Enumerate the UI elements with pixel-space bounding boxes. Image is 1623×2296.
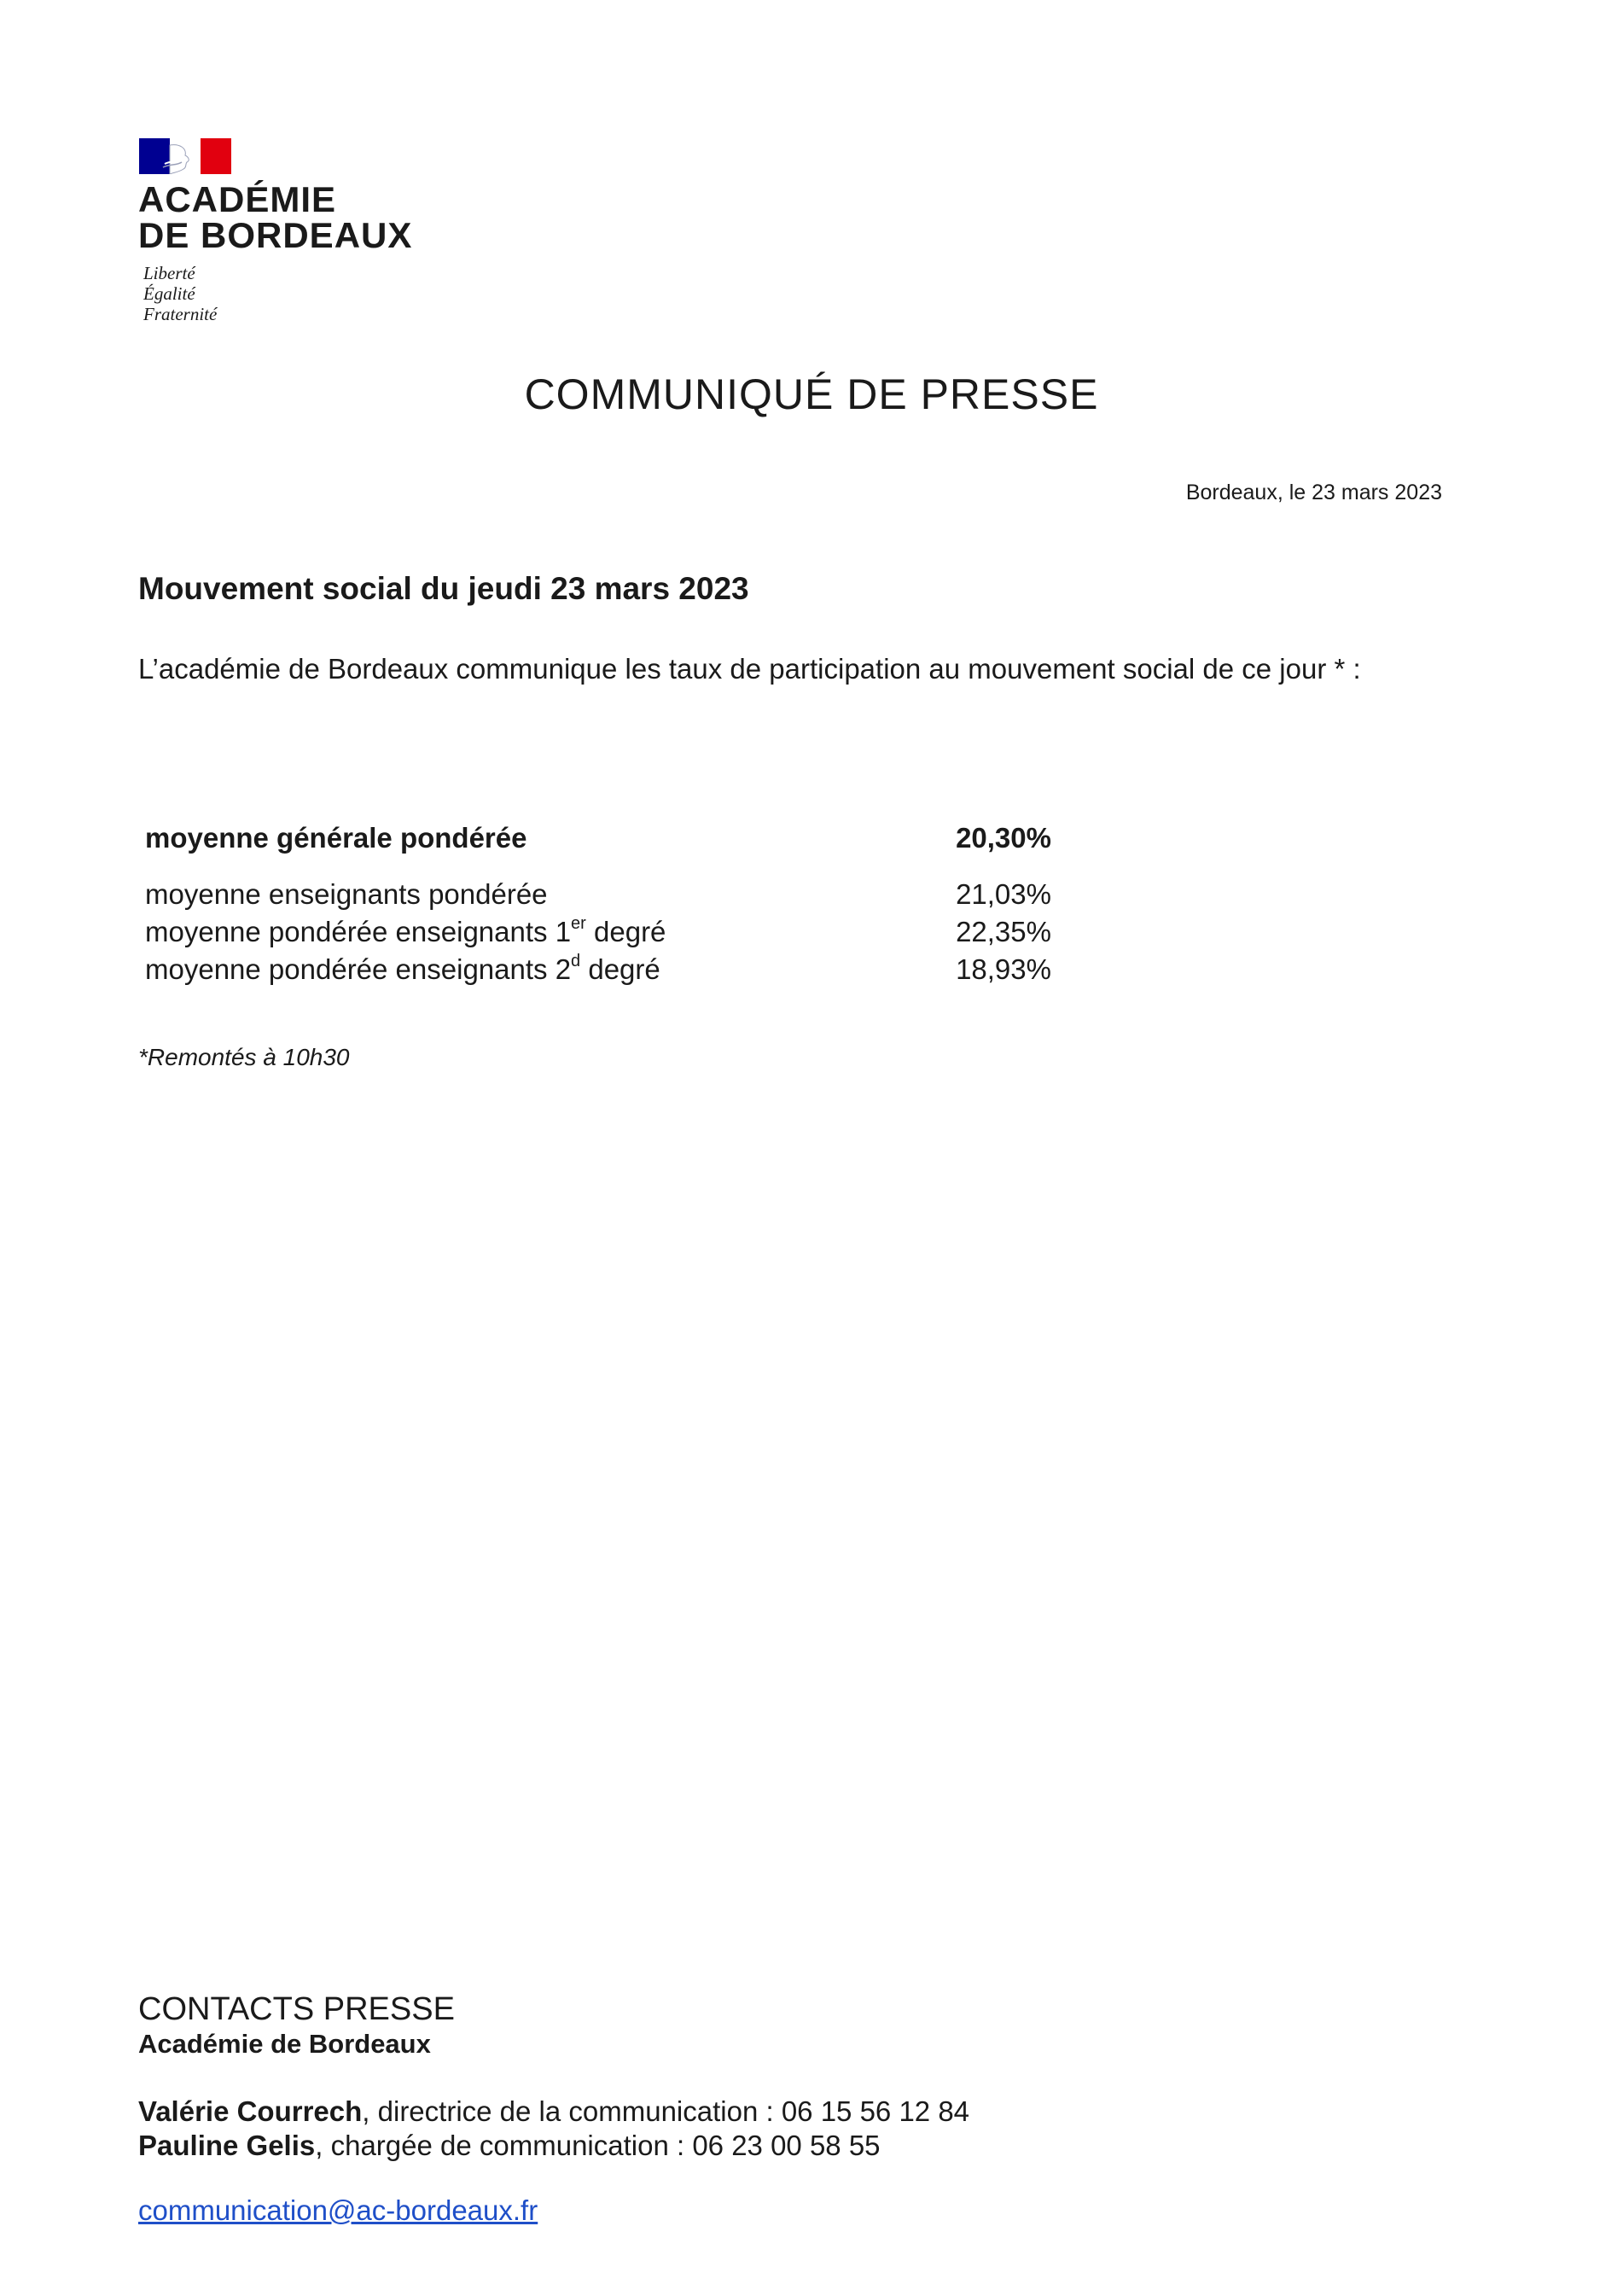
subject-heading: Mouvement social du jeudi 23 mars 2023 xyxy=(138,571,749,606)
intro-paragraph: L’académie de Bordeaux communique les taux de participation au mouvement social de ce jour * : xyxy=(138,653,1361,685)
stat-value-general: 20,30% xyxy=(956,822,1051,854)
contact-detail: , chargée de communication : 06 23 00 58 55 xyxy=(315,2130,881,2161)
contact-email-link[interactable]: communication@ac-bordeaux.fr xyxy=(138,2194,538,2226)
stat-label-1er-degre-sup: er xyxy=(571,914,586,933)
republique-francaise-logo-icon xyxy=(139,138,231,174)
stat-label-2d-degre-text: moyenne pondérée enseignants 2 xyxy=(145,953,572,985)
motto-fraternite: Fraternité xyxy=(143,304,218,324)
stat-label-1er-degre-suffix: degré xyxy=(585,916,666,947)
stat-label-general: moyenne générale pondérée xyxy=(145,822,527,854)
motto-egalite: Égalité xyxy=(143,283,195,304)
page-title: COMMUNIQUÉ DE PRESSE xyxy=(524,370,1099,418)
stat-label-2d-degre-sup: d xyxy=(571,952,581,970)
date-line: Bordeaux, le 23 mars 2023 xyxy=(1185,481,1442,504)
stat-value-enseignants: 21,03% xyxy=(956,878,1051,910)
stat-label-enseignants: moyenne enseignants pondérée xyxy=(145,878,548,910)
motto-liberte: Liberté xyxy=(143,263,195,283)
stat-label-1er-degre xyxy=(145,915,666,949)
stat-label-2d-degre xyxy=(145,953,660,987)
contact-name: Valérie Courrech xyxy=(138,2095,363,2127)
contacts-org: Académie de Bordeaux xyxy=(138,2029,431,2059)
footnote: *Remontés à 10h30 xyxy=(138,1044,350,1070)
stat-label-2d-degre-suffix: degré xyxy=(580,953,660,985)
stat-value-1er-degre: 22,35% xyxy=(956,916,1051,947)
contact-line-gelis xyxy=(138,2129,881,2163)
logo-line-de-bordeaux: DE BORDEAUX xyxy=(138,215,413,255)
contacts-title: CONTACTS PRESSE xyxy=(138,1991,455,2027)
contact-line-courrech xyxy=(138,2095,969,2129)
contact-detail: , directrice de la communication : 06 15 56 12 84 xyxy=(362,2095,970,2127)
stat-label-1er-degre-text: moyenne pondérée enseignants 1 xyxy=(145,916,572,947)
logo-line-academie: ACADÉMIE xyxy=(138,179,337,219)
stat-value-2d-degre: 18,93% xyxy=(956,953,1051,985)
contact-name: Pauline Gelis xyxy=(138,2130,316,2161)
